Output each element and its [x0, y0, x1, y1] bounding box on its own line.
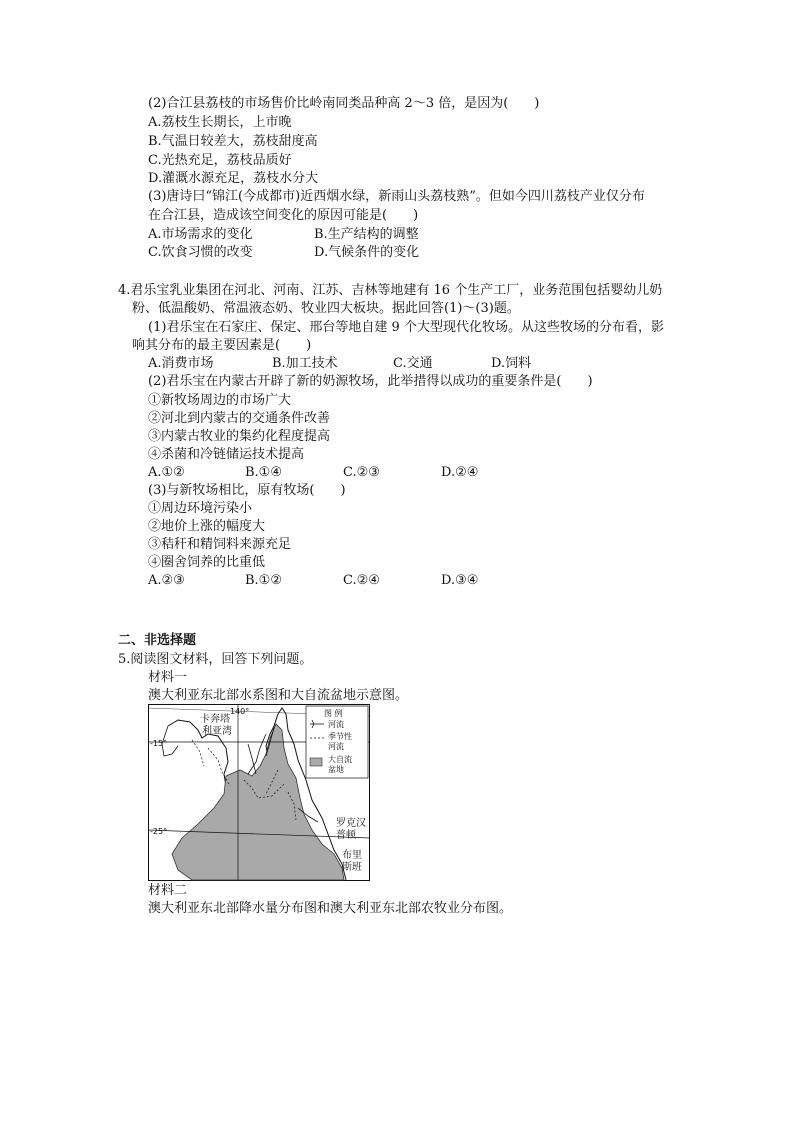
q4-sub3-item-3: ③秸秆和精饲料来源充足 [148, 537, 292, 552]
city-label-brisbane-line2: 斯班 [342, 862, 362, 873]
q3-sub3-stem-line1: (3)唐诗曰“锦江(今成都市)近西烟水绿，新雨山头荔枝熟”。但如今四川荔枝产业仅分布 [148, 189, 645, 204]
q4-sub1-options [148, 355, 648, 372]
material1-title: 材料一 [148, 670, 188, 685]
legend-seasonal-label-line2: 河流 [328, 742, 344, 751]
australia-ne-river-basin-map [148, 704, 370, 881]
q3-sub2-stem: (2)合江县荔枝的市场售价比岭南同类品种高 2～3 倍，是因为( ) [148, 96, 540, 111]
q4-sub3-item-4: ④圈舍饲养的比重低 [148, 555, 266, 570]
q4-sub2-item-1: ①新牧场周边的市场广大 [148, 393, 292, 408]
material2-description: 澳大利亚东北部降水量分布图和澳大利亚东北部农牧业分布图。 [148, 901, 513, 916]
q4-sub1-option-b: B.加工技术 [272, 356, 338, 371]
q3-sub2-option-c: C.光热充足，荔枝品质好 [148, 153, 292, 168]
q3-sub2-option-a: A.荔枝生长期长，上市晚 [148, 115, 292, 130]
q3-sub3-option-d: D.气候条件的变化 [314, 245, 420, 260]
lat-label-25: -25° [150, 827, 168, 836]
q4-sub2-item-4: ④杀菌和冷链储运技术提高 [148, 447, 305, 462]
q5-stem: 5.阅读图文材料，回答下列问题。 [118, 652, 313, 667]
q4-sub2-item-2: ②河北到内蒙古的交通条件改善 [148, 411, 331, 426]
q4-sub2-options [148, 464, 648, 481]
q4-sub3-option-d: D.③④ [441, 573, 479, 588]
legend-river-label: 河流 [328, 720, 344, 729]
q4-sub3-stem: (3)与新牧场相比，原有牧场( ) [148, 483, 346, 498]
q4-sub3-options [148, 572, 648, 589]
q4-sub2-option-b: B.①④ [245, 465, 282, 480]
q4-stem-line2: 粉、低温酸奶、常温液态奶、牧业四大板块。据此回答(1)～(3)题。 [132, 301, 520, 316]
q4-sub3-option-a: A.②③ [148, 573, 185, 588]
q4-sub1-stem-line2: 响其分布的最主要因素是( ) [132, 338, 312, 353]
q4-stem-line1: 4.君乐宝乳业集团在河北、河南、江苏、吉林等地建有 16 个生产工厂，业务范围包括婴幼儿奶 [118, 283, 663, 298]
q3-sub3-option-c: C.饮食习惯的改变 [148, 245, 253, 260]
q3-sub3-option-a: A.市场需求的变化 [148, 227, 253, 242]
q4-sub2-item-3: ③内蒙古牧业的集约化程度提高 [148, 429, 331, 444]
q4-sub1-option-c: C.交通 [393, 356, 433, 371]
q3-sub2-option-d: D.灌溉水源充足，荔枝水分大 [148, 171, 319, 186]
q4-sub3-item-2: ②地价上涨的幅度大 [148, 519, 266, 534]
gulf-label-line2: 利亚湾 [202, 726, 232, 737]
map-legend [306, 706, 368, 778]
q4-sub2-stem: (2)君乐宝在内蒙古开辟了新的奶源牧场，此举措得以成功的重要条件是( ) [148, 374, 593, 389]
material1-description: 澳大利亚东北部水系图和大自流盆地示意图。 [148, 688, 409, 703]
q3-sub3-stem-line2: 在合江县，造成该空间变化的原因可能是( ) [148, 208, 419, 223]
lon-label-140: 140° [230, 707, 250, 716]
q4-sub2-option-a: A.①② [148, 465, 185, 480]
q4-sub1-option-d: D.饲料 [491, 356, 532, 371]
q3-sub3-options-row2 [148, 244, 648, 261]
q4-sub2-option-c: C.②③ [343, 465, 380, 480]
gulf-label-line1: 卡奔塔 [200, 714, 230, 725]
q4-sub3-option-c: C.②④ [343, 573, 380, 588]
q4-sub3-item-1: ①周边环境污染小 [148, 501, 253, 516]
q3-sub2-option-b: B.气温日较差大，荔枝甜度高 [148, 134, 318, 149]
q4-sub2-option-d: D.②④ [441, 465, 479, 480]
q3-sub3-options-row1 [148, 226, 648, 243]
q3-sub3-option-b: B.生产结构的调整 [314, 227, 419, 242]
legend-basin-swatch [310, 758, 322, 766]
legend-title: 图 例 [324, 709, 343, 718]
q4-sub1-option-a: A.消费市场 [148, 356, 214, 371]
q4-sub1-stem-line1: (1)君乐宝在石家庄、保定、邢台等地自建 9 个大型现代化牧场。从这些牧场的分布看，影 [148, 320, 664, 335]
city-label-rockhampton-line1: 罗克汉 [336, 818, 366, 829]
section-heading: 二、非选择题 [118, 633, 197, 648]
lat-label-15: -15° [150, 739, 168, 748]
legend-seasonal-label-line1: 季节性 [328, 732, 352, 741]
legend-basin-label-line1: 大自流 [328, 755, 352, 764]
q4-sub3-option-b: B.①② [245, 573, 282, 588]
city-label-brisbane-line1: 布里 [342, 850, 362, 861]
legend-basin-label-line2: 盆地 [328, 765, 344, 774]
material2-title: 材料二 [148, 883, 188, 898]
city-label-rockhampton-line2: 普顿 [336, 830, 356, 841]
